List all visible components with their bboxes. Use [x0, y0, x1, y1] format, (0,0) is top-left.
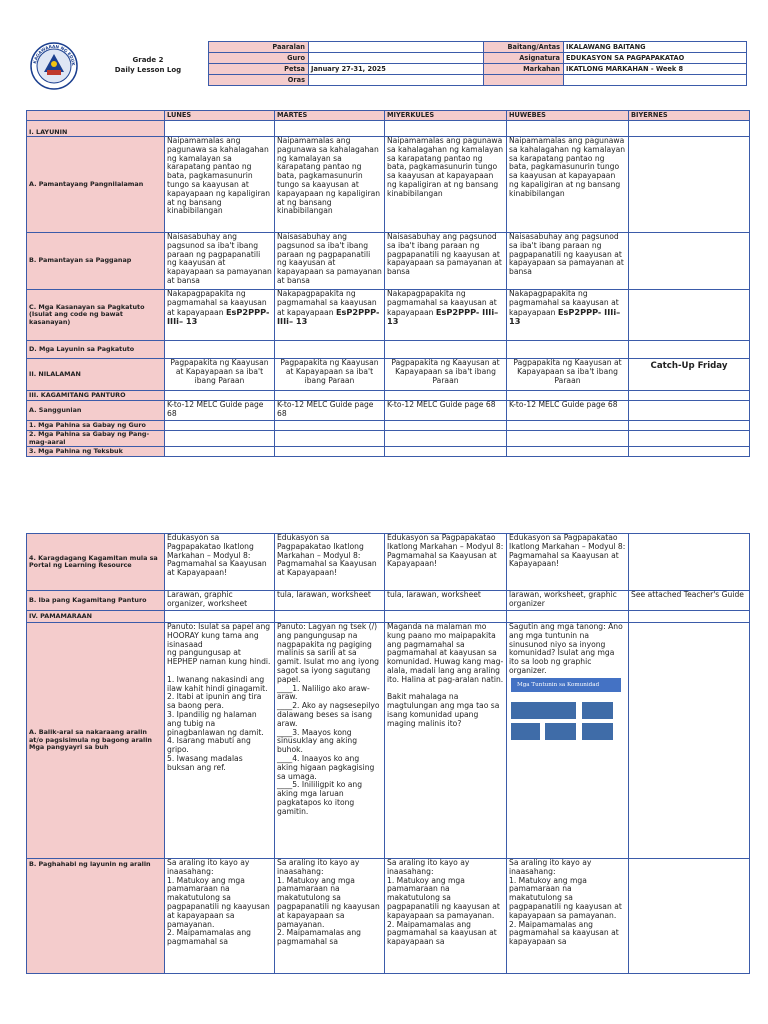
purpose-cell: Sa araling ito kayo ay inaasahang: 1. Matukoy ang mga pamamaraan na makatutulong sa pagpapanatili ng kaayusan at kapayapaan sa pamayanan. 2. Maipamamalas ang pagmamahal sa [165, 859, 275, 974]
competency-cell [629, 290, 750, 341]
row-label-purpose: B. Paghahabi ng layunin ng aralin [27, 859, 165, 974]
empty-cell [629, 421, 750, 431]
day-wednesday: MIYERKULES [385, 111, 507, 121]
field-label [484, 75, 564, 86]
content-standard-cell [629, 137, 750, 233]
content-standard-cell: Naipamamalas ang pagunawa sa kahalagahan ng kamalayan sa karapatang pantao ng bata, pagkamasunurin tungo sa kaayusan at kapayapaan ng kapaligiran at ng bansang kinabibilangan [507, 137, 629, 233]
review-cell: Maganda na malaman mo kung paano mo maipapakita ang pagmamahal sa pagmamahal at kaayusan sa komunidad. Huwag kang mag-alala, madali lang ang araling ito. Halina at pag-aralan natin. Bakit mahalaga na magtulungan ang mga tao sa isang komunidad upang maging malinis ito? [385, 623, 507, 859]
field-label: Paaralan [209, 42, 309, 53]
empty-cell [629, 121, 750, 137]
section-row [27, 121, 750, 137]
school-field[interactable] [309, 42, 484, 53]
header-row [209, 75, 747, 86]
other-materials-cell: tula, larawan, worksheet [385, 591, 507, 611]
field-label: Markahan [484, 64, 564, 75]
empty-cell [507, 447, 629, 457]
empty-cell [275, 447, 385, 457]
content-cell: Pagpapakita ng Kaayusan at Kapayapaan sa iba't ibang Paraan [165, 359, 275, 391]
row-label-additional-materials: 4. Karagdagang Kagamitan mula sa Portal ng Learning Resource [27, 534, 165, 591]
row-label-procedures: IV. PAMAMARAAN [27, 611, 165, 623]
day-header-row [27, 111, 750, 121]
references-row [27, 401, 750, 421]
deped-seal-logo [30, 42, 78, 90]
empty-cell [507, 611, 629, 623]
organizer-box [545, 723, 576, 740]
empty-cell [385, 421, 507, 431]
content-standard-cell: Naipamamalas ang pagunawa sa kahalagahan ng kamalayan sa karapatang pantao ng bata, pagkamasunurin tungo sa kaayusan at kapayapaan ng kapaligiran at ng bansang kinabibilangan [385, 137, 507, 233]
performance-standard-cell: Naisasabuhay ang pagsunod sa iba't ibang paraan ng pagpapanatili ng kaayusan at kapayapaan sa pamayanan at bansa [507, 233, 629, 290]
empty-cell [507, 421, 629, 431]
other-materials-cell: tula, larawan, worksheet [275, 591, 385, 611]
header-row [209, 53, 747, 64]
empty-cell [275, 341, 385, 359]
learner-guide-row [27, 431, 750, 447]
performance-standard-cell: Naisasabuhay ang pagsunod sa iba't ibang paraan ng pagpapanatili ng kaayusan at kapayapaan sa pamayanan at bansa [385, 233, 507, 290]
empty-cell [629, 611, 750, 623]
row-label-content-standard: A. Pamantayang Pangnilalaman [27, 137, 165, 233]
empty-cell [507, 121, 629, 137]
content-cell: Pagpapakita ng Kaayusan at Kapayapaan sa iba't ibang Paraan [275, 359, 385, 391]
empty-cell [165, 121, 275, 137]
empty-cell [507, 431, 629, 447]
competency-cell [275, 290, 385, 341]
purpose-cell: Sa araling ito kayo ay inaasahang: 1. Matukoy ang mga pamamaraan na makatutulong sa pagpapanatili ng kaayusan at kapayapaan sa pamayanan. 2. Maipamamalas ang pagmamahal sa kaayusan at kapayapaan sa [385, 859, 507, 974]
empty-cell [165, 421, 275, 431]
empty-cell [165, 447, 275, 457]
review-text: Sagutin ang mga tanong: Ano ang mga tuntunin na sinusunod niyo sa inyong komunidad? Isulat ang mga ito sa loob ng graphic organizer. [509, 622, 623, 675]
quarter-value: IKATLONG MARKAHAN - Week 8 [564, 64, 747, 75]
empty-cell [165, 391, 275, 401]
document-title [88, 55, 208, 75]
header-info-table [208, 41, 747, 86]
organizer-box [582, 702, 613, 719]
competency-cell [507, 290, 629, 341]
empty-cell [275, 121, 385, 137]
organizer-box [511, 702, 576, 719]
performance-standard-row [27, 233, 750, 290]
empty-cell [385, 391, 507, 401]
row-label-references: A. Sanggunian [27, 401, 165, 421]
empty-cell [507, 391, 629, 401]
additional-materials-cell: Edukasyon sa Pagpapakatao Ikatlong Markahan – Modyul 8: Pagmamahal sa Kaayusan at Kapayapaan! [165, 534, 275, 591]
reference-cell: K-to-12 MELC Guide page 68 [385, 401, 507, 421]
row-label-other-materials: B. Iba pang Kagamitang Panturo [27, 591, 165, 611]
field-label: Guro [209, 53, 309, 64]
competency-code: EsP2PPP- IIIi– 13 [167, 306, 270, 327]
field-label: Petsa [209, 64, 309, 75]
content-cell: Pagpapakita ng Kaayusan at Kapayapaan sa iba't ibang Paraan [507, 359, 629, 391]
other-materials-row [27, 591, 750, 611]
corner-cell [27, 111, 165, 121]
reference-cell: K-to-12 MELC Guide page 68 [275, 401, 385, 421]
day-tuesday: MARTES [275, 111, 385, 121]
organizer-title: Mga Tuntunin sa Komunidad [511, 678, 621, 692]
day-friday: BIYERNES [629, 111, 750, 121]
content-standard-row [27, 137, 750, 233]
time-field[interactable] [309, 75, 484, 86]
log-title: Daily Lesson Log [114, 66, 182, 74]
row-label-review: A. Balik-aral sa nakaraang aralin at/o pagsisimula ng bagong aralin Mga pangyayri sa buh [27, 623, 165, 859]
reference-cell: K-to-12 MELC Guide page 68 [165, 401, 275, 421]
additional-materials-cell: Edukasyon sa Pagpapakatao Ikatlong Markahan – Modyul 8: Pagmamahal sa Kaayusan at Kapayapaan! [385, 534, 507, 591]
content-cell: Pagpapakita ng Kaayusan at Kapayapaan sa iba't ibang Paraan [385, 359, 507, 391]
empty-cell [275, 391, 385, 401]
purpose-row [27, 859, 750, 974]
objectives-row [27, 341, 750, 359]
row-label-competency: C. Mga Kasanayan sa Pagkatuto (Isulat ang code ng bawat kasanayan) [27, 290, 165, 341]
empty-cell [385, 431, 507, 447]
competency-text: Nakapagpapakita ng pagmamahal sa kaayusan at kapayapaan [167, 289, 267, 317]
other-materials-cell: Larawan, graphic organizer, worksheet [165, 591, 275, 611]
review-cell [629, 623, 750, 859]
review-cell: Panuto: Isulat sa papel ang HOORAY kung tama ang isinasaad ng pangungusap at HEPHEP naman kung hindi. 1. Iwanang nakasindi ang ilaw kahit hindi ginagamit. 2. Itabi at ipunin ang tira sa baong pera. 3. Ipandilig ng halaman ang tubig na pinagbanlawan ng damit. 4. Isarang mabuti ang gripo. 5. Iwasang madalas buksan ang ref. [165, 623, 275, 859]
competency-text: Nakapagpapakita ng pagmamahal sa kaayusan at kapayapaan [387, 289, 497, 317]
empty-cell [385, 447, 507, 457]
competency-cell [385, 290, 507, 341]
empty-cell [275, 421, 385, 431]
subject-value: EDUKASYON SA PAGPAPAKATAO [564, 53, 747, 64]
performance-standard-cell [629, 233, 750, 290]
date-value: January 27-31, 2025 [309, 64, 484, 75]
empty-cell [385, 121, 507, 137]
empty-cell [629, 431, 750, 447]
empty-cell [629, 341, 750, 359]
organizer-box [511, 723, 540, 740]
catch-up-friday-cell: Catch-Up Friday [629, 359, 750, 391]
purpose-cell: Sa araling ito kayo ay inaasahang: 1. Matukoy ang mga pamamaraan na makatutulong sa pagpapanatili ng kaayusan at kapayapaan sa pamayanan. 2. Maipamamalas ang pagmamahal sa kaayusan at kapayapaan sa [507, 859, 629, 974]
other-materials-cell: See attached Teacher's Guide [629, 591, 750, 611]
empty-cell [165, 431, 275, 447]
resources-row [27, 391, 750, 401]
empty-cell [165, 341, 275, 359]
empty-cell [275, 431, 385, 447]
content-standard-cell: Naipamamalas ang pagunawa sa kahalagahan ng kamalayan sa karapatang pantao ng bata, pagkamasunurin tungo sa kaayusan at kapayapaan ng kapaligiran at ng bansang kinabibilangan [275, 137, 385, 233]
field-label: Asignatura [484, 53, 564, 64]
additional-materials-cell: Edukasyon sa Pagpapakatao Ikatlong Markahan – Modyul 8: Pagmamahal sa Kaayusan at Kapayapaan! [275, 534, 385, 591]
lesson-log-table-1 [26, 110, 750, 457]
additional-materials-cell [629, 534, 750, 591]
header-row [209, 42, 747, 53]
teacher-field[interactable] [309, 53, 484, 64]
row-label-textbook: 3. Mga Pahina ng Teksbuk [27, 447, 165, 457]
additional-materials-row [27, 534, 750, 591]
row-label-teacher-guide: 1. Mga Pahina sa Gabay ng Guro [27, 421, 165, 431]
purpose-cell: Sa araling ito kayo ay inaasahang: 1. Matukoy ang mga pamamaraan na makatutulong sa pagpapanatili ng kaayusan at kapayapaan sa pamayanan. 2. Maipamamalas ang pagmamahal sa [275, 859, 385, 974]
row-label-learner-guide: 2. Mga Pahina sa Gabay ng Pang-mag-aaral [27, 431, 165, 447]
competency-code: EsP2PPP- IIIi– 13 [387, 306, 499, 327]
competency-code: EsP2PPP- IIIi– 13 [509, 306, 621, 327]
review-cell: Panuto: Lagyan ng tsek (/) ang pangungusap na nagpapakita ng pagiging malinis sa sarili at sa gamit. Isulat mo ang iyong sagot sa iyong sagutang papel. ____1. Naliligo ako araw-araw. ____2. Ako ay nagsesepilyo dalawang beses sa isang araw. ____3. Maayos kong sinusuklay ang aking buhok. ____4. Inaayos ko ang aking higaan pagkagising sa umaga. ____5. Inililigpit ko ang aking mga laruan pagkatapos ko itong gamitin. [275, 623, 385, 859]
reference-cell [629, 401, 750, 421]
competency-text: Nakapagpapakita ng pagmamahal sa kaayusan at kapayapaan [509, 289, 619, 317]
empty-cell [629, 447, 750, 457]
organizer-box [582, 723, 613, 740]
teacher-guide-row [27, 421, 750, 431]
field-label: Oras [209, 75, 309, 86]
graphic-organizer [509, 678, 626, 748]
field-label: Baitang/Antas [484, 42, 564, 53]
textbook-row [27, 447, 750, 457]
empty-cell [385, 341, 507, 359]
procedures-row [27, 611, 750, 623]
empty-cell [275, 611, 385, 623]
review-row [27, 623, 750, 859]
competency-cell [165, 290, 275, 341]
row-label-content: II. NILALAMAN [27, 359, 165, 391]
review-cell-organizer [507, 623, 629, 859]
competency-code: EsP2PPP- IIIi– 13 [277, 306, 380, 327]
day-monday: LUNES [165, 111, 275, 121]
day-thursday: HUWEBES [507, 111, 629, 121]
empty-cell [507, 341, 629, 359]
section-layunin: I. LAYUNIN [27, 121, 165, 137]
empty-cell [165, 611, 275, 623]
competency-row [27, 290, 750, 341]
row-label-resources: III. KAGAMITANG PANTURO [27, 391, 165, 401]
row-label-performance-standard: B. Pamantayan sa Pagganap [27, 233, 165, 290]
extra-field [564, 75, 747, 86]
empty-cell [629, 391, 750, 401]
lesson-log-table-2 [26, 533, 750, 974]
grade-label: Grade 2 [132, 56, 164, 64]
purpose-cell [629, 859, 750, 974]
empty-cell [385, 611, 507, 623]
content-row [27, 359, 750, 391]
grade-level-value: IKALAWANG BAITANG [564, 42, 747, 53]
reference-cell: K-to-12 MELC Guide page 68 [507, 401, 629, 421]
header-row [209, 64, 747, 75]
additional-materials-cell: Edukasyon sa Pagpapakatao Ikatlong Markahan – Modyul 8: Pagmamahal sa Kaayusan at Kapayapaan! [507, 534, 629, 591]
svg-text:KAGAWARAN NG EDUKASYON: KAGAWARAN NG EDUK [32, 43, 77, 66]
performance-standard-cell: Naisasabuhay ang pagsunod sa iba't ibang paraan ng pagpapanatili ng kaayusan at kapayapaan sa pamayanan at bansa [165, 233, 275, 290]
other-materials-cell: larawan, worksheet, graphic organizer [507, 591, 629, 611]
content-standard-cell: Naipamamalas ang pagunawa sa kahalagahan ng kamalayan sa karapatang pantao ng bata, pagkamasunurin tungo sa kaayusan at kapayapaan ng kapaligiran at ng bansang kinabibilangan [165, 137, 275, 233]
row-label-objectives: D. Mga Layunin sa Pagkatuto [27, 341, 165, 359]
performance-standard-cell: Naisasabuhay ang pagsunod sa iba't ibang paraan ng pagpapanatili ng kaayusan at kapayapaan sa pamayanan at bansa [275, 233, 385, 290]
competency-text: Nakapagpapakita ng pagmamahal sa kaayusan at kapayapaan [277, 289, 377, 317]
